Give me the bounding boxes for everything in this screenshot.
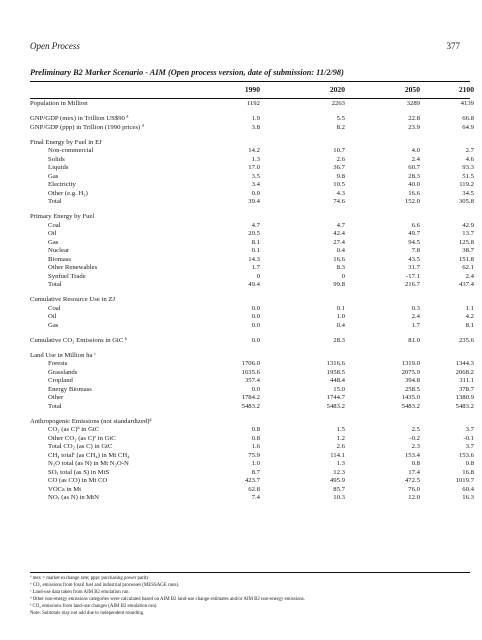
running-head [30, 41, 460, 55]
cell-2020: 2.6 [336, 155, 345, 163]
cell-2100: 305.8 [458, 198, 474, 205]
cell-2020: 85.7 [333, 485, 345, 493]
row-label: Total [48, 281, 62, 288]
cell-1990: 4.7 [251, 221, 260, 229]
row-label: Cumulative CO₂ Emissions in GtC ᵇ [30, 336, 128, 344]
cell-1990: 1.9 [251, 115, 260, 122]
cell-1990: 39.4 [248, 198, 260, 205]
table-section-row [30, 418, 470, 427]
row-label: SOₓ total (as S) in MtS [48, 468, 110, 476]
row-label: Energy Biomass [48, 385, 92, 393]
table-row [30, 402, 474, 412]
table-row [30, 434, 474, 444]
cell-2020: 1.3 [336, 460, 345, 467]
row-label: Coal [48, 221, 61, 229]
row-label: Grasslands [48, 368, 78, 376]
cell-2100: 34.5 [462, 189, 474, 197]
cell-1990: 0.8 [251, 426, 260, 433]
cell-2050: 49.7 [408, 230, 420, 237]
cell-2100: 2.4 [465, 272, 474, 280]
cell-2020: 0.4 [336, 247, 345, 254]
row-label: Land Use in Million ha ᶜ [30, 351, 96, 359]
cell-2020: 10.7 [333, 147, 345, 154]
table-row [30, 264, 474, 273]
cell-2100: 5483.2 [455, 402, 474, 410]
cell-2050: 16.6 [408, 189, 420, 197]
cell-2100: 66.8 [462, 115, 474, 122]
table-row [30, 313, 474, 322]
table-row [30, 304, 474, 314]
cell-2100: 8.1 [465, 321, 474, 329]
cell-2050: 17.4 [408, 468, 420, 476]
cell-2020: 1316.6 [326, 360, 345, 367]
table-section-row [30, 336, 474, 346]
row-label: Anthropogenic Emissions (not standardized)ᵈ [30, 417, 152, 425]
cell-2020: 8.3 [336, 264, 345, 271]
cell-2050: 153.4 [404, 451, 420, 459]
cell-2020: 10.5 [333, 181, 345, 188]
row-label: Non-commercial [48, 147, 94, 154]
table-row [30, 451, 474, 461]
table-body [30, 100, 474, 503]
table-section-row [30, 296, 470, 305]
cell-2050: 216.7 [404, 281, 420, 288]
cell-2020: 74.6 [333, 198, 345, 205]
cell-2050: 81.0 [408, 336, 420, 344]
table-row [30, 181, 474, 190]
cell-2100: 64.9 [462, 123, 474, 131]
cell-1990: 8.1 [251, 238, 260, 246]
table-row [30, 189, 474, 199]
column-header-1990: 1990 [244, 85, 260, 94]
cell-2020: 16.6 [333, 255, 345, 263]
row-label: Electricity [48, 181, 76, 188]
row-label: Cumulative Resource Use in ZJ [30, 296, 116, 303]
cell-2020: 1.2 [336, 434, 345, 442]
cell-2020: 0.1 [336, 304, 345, 312]
table-row [30, 321, 474, 331]
cell-2100: 151.8 [458, 255, 474, 263]
cell-2020: 5.5 [336, 115, 345, 122]
table-row [30, 238, 474, 248]
cell-2020: 1744.7 [326, 394, 345, 401]
row-label: GNP/GDP (ppp) in Trillion (1990 prices) ª [30, 123, 144, 131]
cell-1990: 7.4 [251, 494, 260, 501]
table-row [30, 147, 474, 156]
cell-2050: 258.5 [404, 385, 420, 393]
footnote: ᵉ CO₂ emissions from land-use changes (AIM B2 emulation run) [30, 604, 157, 609]
table-row [30, 468, 474, 478]
cell-1990: 1.3 [251, 155, 260, 163]
cell-2020: 0.4 [336, 321, 345, 329]
cell-2020: 1958.5 [326, 368, 345, 376]
cell-2100: 437.4 [458, 281, 474, 288]
table-top-rule [30, 81, 470, 82]
cell-2100: 119.2 [459, 181, 474, 188]
cell-2100: 16.8 [462, 468, 474, 476]
cell-2050: 43.5 [408, 255, 420, 263]
cell-2020: 1.5 [336, 426, 345, 433]
cell-1990: 0.0 [251, 321, 260, 329]
footnote: ᵈ Other non-energy emissions categories were calculated based on AIM B2 land-use change estimates and/or AIM B2 non-energy emissions. [30, 597, 306, 602]
table-row [30, 272, 474, 282]
row-label: Oil [48, 230, 57, 237]
table-row [30, 443, 474, 452]
row-label: Population in Million [30, 100, 88, 107]
cell-2100: 153.6 [458, 451, 474, 459]
cell-2050: 3289 [406, 100, 420, 107]
row-label: Other (e.g. H₂) [48, 189, 88, 197]
cell-1990: 0.0 [251, 189, 260, 197]
table-row [30, 426, 474, 435]
cell-2050: 22.8 [408, 115, 420, 122]
cell-1990: 49.4 [248, 281, 260, 288]
cell-1990: 1706.0 [241, 360, 260, 367]
cell-2020: 495.9 [329, 477, 345, 484]
cell-2050: 2.3 [411, 443, 420, 450]
cell-1990: 8.7 [251, 468, 260, 476]
cell-2100: 125.8 [458, 238, 474, 246]
cell-2100: 16.3 [462, 494, 474, 501]
cell-1990: 1.7 [251, 264, 260, 271]
cell-2100: 1019.7 [455, 477, 474, 484]
row-label: Gas [48, 238, 59, 246]
table-section-row [30, 115, 474, 124]
cell-1990: 0.0 [251, 304, 260, 312]
column-header-2100: 2100 [458, 85, 474, 94]
cell-2050: 2075.9 [401, 368, 420, 376]
cell-2020: 4.7 [336, 221, 345, 229]
cell-2100: 60.4 [462, 485, 474, 493]
row-label: Coal [48, 304, 61, 312]
cell-2020: 8.2 [336, 123, 345, 131]
column-header-2020: 2020 [329, 85, 345, 94]
row-label: Other Renewables [48, 264, 98, 271]
header-rule [30, 98, 470, 99]
row-label: Nuclear [48, 247, 70, 254]
cell-2050: -17.1 [406, 272, 420, 280]
table-row [30, 368, 474, 378]
cell-2100: 235.6 [458, 336, 474, 344]
table-caption: Preliminary B2 Marker Scenario - AIM (Open process version, date of submission: 11/2/98) [30, 68, 344, 77]
cell-1990: 0 [256, 272, 260, 280]
cell-2100: 38.7 [462, 247, 474, 254]
cell-2100: 51.5 [462, 172, 474, 180]
cell-2100: 2.7 [465, 147, 474, 154]
page-number: 377 [446, 41, 460, 51]
cell-2020: 0 [341, 272, 345, 280]
row-label: Final Energy by Fuel in EJ [30, 138, 102, 146]
cell-2050: 6.6 [411, 221, 420, 229]
row-label: Gas [48, 172, 59, 180]
cell-2050: 5483.2 [401, 402, 420, 410]
cell-2050: 472.5 [404, 477, 420, 484]
table-row [30, 394, 474, 403]
cell-2100: 1.1 [465, 304, 474, 312]
column-header-2050: 2050 [404, 85, 420, 94]
table-section-row [30, 139, 470, 148]
row-label: Total [48, 402, 62, 410]
row-label: NOₓ (as N) in MtN [48, 494, 99, 501]
cell-2050: 394.8 [404, 377, 420, 384]
cell-2050: 40.0 [408, 181, 420, 188]
row-label: Other [48, 394, 64, 401]
cell-2100: 378.7 [458, 385, 474, 393]
row-label: Total CO₂ (as C) in GtC [48, 443, 113, 450]
cell-2050: 2.5 [411, 426, 420, 433]
cell-1990: 14.3 [248, 255, 260, 263]
cell-2050: 28.3 [408, 172, 420, 180]
cell-1990: 1.6 [251, 443, 260, 450]
table-row [30, 281, 474, 290]
row-label: Other CO₂ (as C)ᵉ in GtC [48, 434, 116, 442]
cell-2050: 94.5 [408, 238, 420, 246]
cell-1990: 20.5 [248, 230, 260, 237]
cell-2100: 311.1 [459, 377, 474, 384]
table-row [30, 172, 474, 182]
cell-2020: 99.8 [333, 281, 345, 288]
cell-2100: 1344.3 [455, 360, 474, 367]
cell-2050: 152.0 [404, 198, 420, 205]
cell-2100: -0.1 [463, 434, 474, 442]
cell-2100: 3.7 [465, 443, 474, 450]
cell-1990: 75.9 [248, 451, 260, 459]
cell-2050: 0.3 [411, 304, 420, 312]
cell-1990: 1.0 [251, 460, 260, 467]
table-row [30, 221, 474, 231]
cell-2100: 0.8 [465, 460, 474, 467]
cell-2020: 36.7 [333, 164, 345, 171]
cell-1990: 0.8 [251, 434, 260, 442]
cell-2020: 2.6 [336, 443, 345, 450]
cell-1990: 0.0 [251, 313, 260, 320]
cell-1990: 1192 [246, 100, 260, 107]
cell-2100: 93.3 [462, 164, 474, 171]
row-label: Solids [48, 155, 65, 163]
cell-2050: 60.7 [408, 164, 420, 171]
cell-2050: 2.4 [411, 155, 420, 163]
cell-2050: 23.9 [408, 123, 420, 131]
cell-2100: 4.2 [465, 313, 474, 320]
table-row [30, 247, 474, 256]
cell-2020: 10.3 [333, 494, 345, 501]
cell-2050: 31.7 [408, 264, 420, 271]
cell-2020: 2263 [331, 100, 345, 107]
table-row [30, 485, 474, 495]
cell-2050: -0.2 [409, 434, 420, 442]
footnote: ᵇ CO₂ emissions from fossil fuel and industrial processes (MESSAGE runs). [30, 583, 180, 588]
table-row [30, 255, 474, 265]
row-label: Liquids [48, 164, 69, 171]
table-header-row [30, 85, 474, 97]
cell-2100: 1380.9 [455, 394, 474, 401]
table-row [30, 460, 474, 469]
cell-1990: 3.4 [251, 181, 260, 188]
row-label: Gas [48, 321, 59, 329]
cell-1990: 1635.6 [241, 368, 260, 376]
table-bottom-rule [30, 572, 470, 573]
cell-1990: 0.1 [251, 247, 260, 254]
row-label: VOCs in Mt [48, 485, 82, 493]
footnotes [30, 575, 470, 617]
cell-2020: 12.3 [333, 468, 345, 476]
cell-2020: 4.3 [336, 189, 345, 197]
cell-2020: 28.3 [333, 336, 345, 344]
cell-2020: 15.0 [333, 385, 345, 393]
row-label: N₂O total (as N) in Mt N₂O-N [48, 460, 129, 467]
cell-2100: 62.1 [462, 264, 474, 271]
row-label: Total [48, 198, 62, 205]
table-row [30, 155, 474, 165]
cell-2020: 27.4 [333, 238, 345, 246]
cell-2050: 12.0 [408, 494, 420, 501]
running-head-title: Open Process [30, 41, 80, 51]
cell-2050: 1.7 [411, 321, 420, 329]
row-label: Biomass [48, 255, 72, 263]
table-row [30, 377, 474, 386]
cell-2050: 0.8 [411, 460, 420, 467]
row-label: Primary Energy by Fuel [30, 213, 95, 220]
cell-1990: 14.2 [248, 147, 260, 154]
cell-2100: 4139 [460, 100, 474, 107]
row-label: GNP/GDP (mex) in Trillion US$90 ª [30, 115, 129, 122]
table-row [30, 477, 474, 486]
cell-2020: 9.8 [336, 172, 345, 180]
table-section-row [30, 123, 474, 133]
row-label: CH₄ totalᶜ (as CH₄) in Mt CH₄ [48, 451, 130, 459]
table-section-row [30, 213, 470, 222]
table-row [30, 360, 474, 369]
row-label: Oil [48, 313, 57, 320]
cell-2020: 1.0 [336, 313, 345, 320]
row-label: Cropland [48, 377, 73, 384]
cell-1990: 423.7 [244, 477, 260, 484]
cell-1990: 5483.2 [241, 402, 260, 410]
cell-2020: 5483.2 [326, 402, 345, 410]
row-label: CO₂ (as C)ᵇ in GtC [48, 426, 100, 433]
cell-2100: 2068.2 [455, 368, 474, 376]
cell-1990: 357.4 [244, 377, 260, 384]
table-row [30, 230, 474, 239]
table-section-row [30, 100, 474, 109]
cell-2020: 448.4 [329, 377, 345, 384]
cell-1990: 0.0 [251, 385, 260, 393]
cell-2100: 4.6 [465, 155, 474, 163]
cell-2050: 76.0 [408, 485, 420, 493]
cell-2050: 4.0 [411, 147, 420, 154]
cell-2050: 1435.0 [401, 394, 420, 401]
table-row [30, 494, 474, 503]
cell-1990: 0.0 [251, 336, 260, 344]
cell-1990: 1784.2 [241, 394, 260, 401]
cell-2050: 1319.0 [401, 360, 420, 367]
row-label: Synfuel Trade [48, 272, 86, 280]
row-label: CO (as CO) in Mt CO [48, 477, 108, 484]
cell-1990: 3.5 [251, 172, 260, 180]
cell-2050: 2.4 [411, 313, 420, 320]
table-row [30, 164, 474, 173]
footnote: ª mex = market exchange rate; pppc purchasing power parity [30, 576, 149, 581]
row-label: Forests [48, 360, 68, 367]
cell-2020: 114.1 [330, 451, 345, 459]
table-section-row [30, 352, 470, 361]
cell-2020: 42.4 [333, 230, 345, 237]
cell-1990: 17.0 [248, 164, 260, 171]
cell-1990: 3.8 [251, 123, 260, 131]
cell-2050: 7.8 [411, 247, 420, 254]
footnote: Note: Subtotals may not add due to independent rounding. [30, 611, 145, 616]
cell-2100: 42.9 [462, 221, 474, 229]
table-row [30, 198, 474, 207]
cell-2100: 3.7 [465, 426, 474, 433]
cell-1990: 62.8 [248, 485, 260, 493]
table-row [30, 385, 474, 395]
cell-2100: 13.7 [462, 230, 474, 237]
footnote: ᶜ Land-use data taken from AIM B2 emulation run. [30, 590, 130, 595]
